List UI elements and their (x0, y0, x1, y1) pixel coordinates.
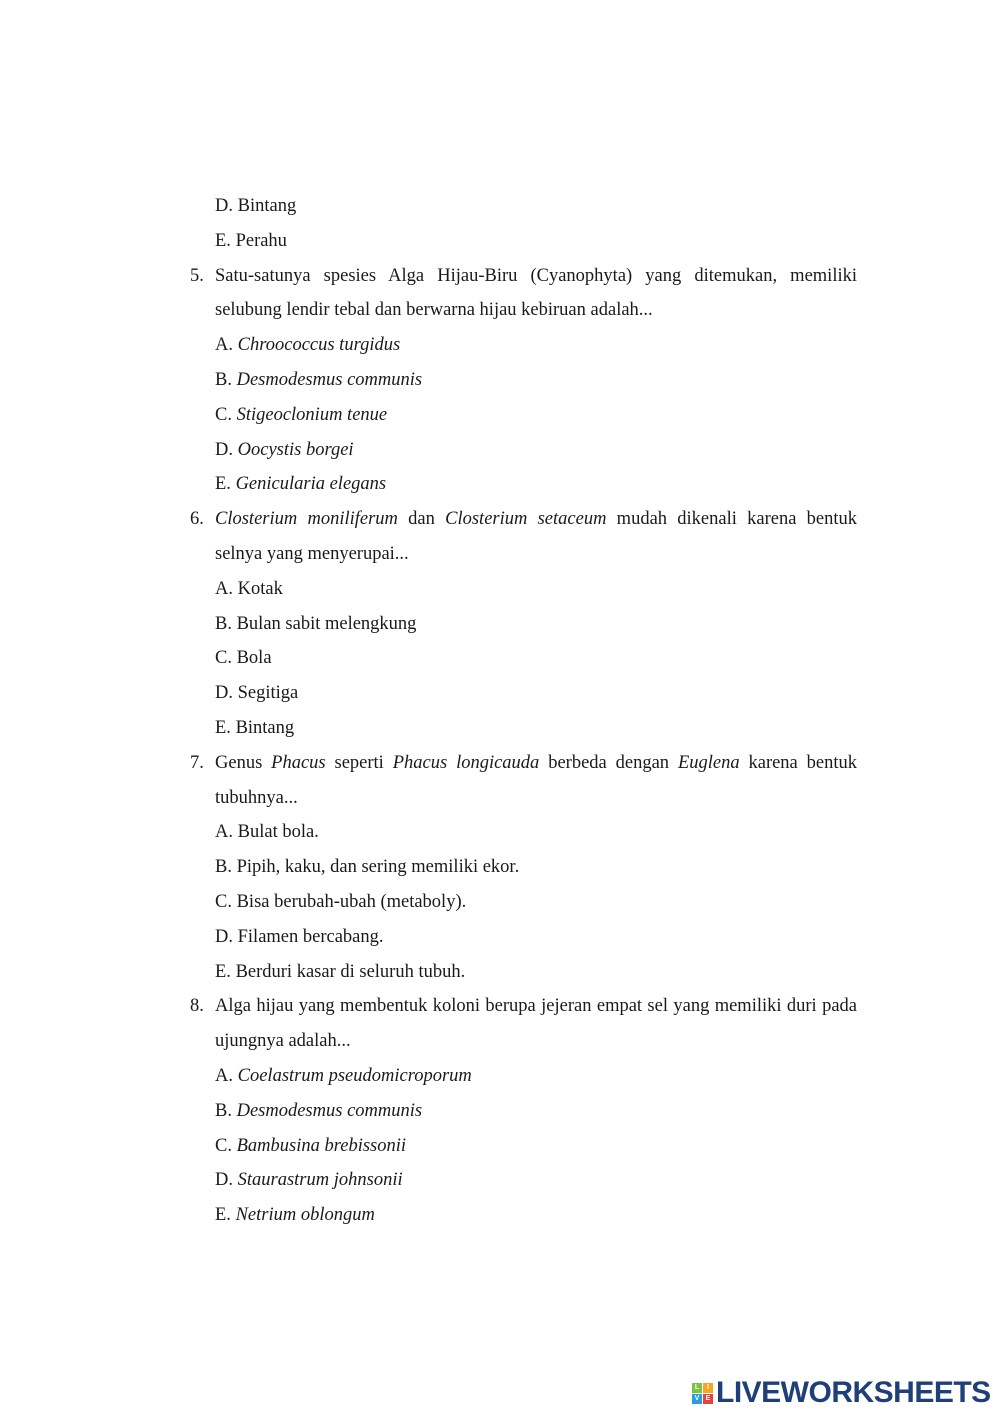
option-text: Stigeoclonium tenue (236, 404, 388, 425)
logo-text: LIVEWORKSHEETS (716, 1376, 991, 1409)
question-text-segment: karena bentuk tubuhnya... (215, 752, 858, 808)
option-letter: A. (215, 578, 233, 599)
answer-option (190, 607, 857, 642)
answer-option (190, 1198, 857, 1233)
option-letter: C. (215, 891, 232, 912)
option-letter: A. (215, 822, 233, 843)
option-letter: D. (215, 1170, 233, 1191)
answer-option (190, 467, 857, 502)
live-badge-icon (692, 1383, 713, 1404)
question-text-segment: Alga hijau yang membentuk koloni berupa jejeran empat sel yang memiliki duri pada ujungnya adalah... (215, 996, 857, 1052)
option-letter: D. (215, 196, 233, 216)
option-text: Staurastrum johnsonii (237, 1170, 403, 1191)
option-text: Perahu (235, 230, 287, 251)
answer-option (190, 1163, 857, 1198)
question-text-segment: mudah dikenali karena bentuk selnya yang menyerupai... (215, 509, 858, 564)
option-text: Bambusina brebissonii (236, 1135, 407, 1156)
question-text-segment: Closterium moniliferum (215, 509, 398, 530)
answer-option (190, 711, 857, 746)
question (190, 502, 857, 572)
option-text: Segitiga (237, 683, 299, 704)
option-letter: D. (215, 439, 233, 460)
option-text: Netrium oblongum (235, 1205, 375, 1226)
option-letter: E. (215, 717, 231, 738)
option-text: Bola (236, 648, 272, 669)
badge-letter: I (703, 1383, 713, 1393)
answer-option (190, 363, 857, 398)
answer-option (190, 224, 857, 259)
question-text (215, 989, 857, 1059)
answer-option (190, 572, 857, 607)
option-letter: E. (215, 961, 231, 982)
question-text (215, 259, 857, 329)
option-letter: D. (215, 683, 233, 704)
question-text-segment: berbeda dengan (539, 752, 678, 773)
option-text: Bintang (237, 196, 297, 216)
answer-option (190, 1094, 857, 1129)
badge-letter: L (692, 1383, 702, 1393)
question-number: 7. (190, 752, 204, 773)
option-letter: B. (215, 613, 232, 634)
question-text-segment: Closterium setaceum (445, 509, 607, 530)
question (190, 989, 857, 1059)
question-number: 8. (190, 996, 204, 1017)
option-letter: E. (215, 474, 231, 495)
option-text: Desmodesmus communis (236, 1100, 423, 1121)
answer-option (190, 815, 857, 850)
option-letter: B. (215, 857, 232, 878)
option-text: Filamen bercabang. (237, 926, 384, 947)
option-text: Bulan sabit melengkung (236, 613, 417, 634)
answer-option (190, 433, 857, 468)
option-text: Genicularia elegans (235, 474, 387, 495)
answer-option (190, 398, 857, 433)
option-text: Kotak (237, 578, 283, 599)
option-text: Coelastrum pseudomicroporum (237, 1065, 472, 1086)
question-text-segment: Phacus longicauda (392, 752, 540, 773)
question-text-segment: Phacus (271, 752, 326, 773)
option-letter: B. (215, 1100, 232, 1121)
badge-letter: V (692, 1394, 702, 1404)
question-text (215, 746, 857, 816)
option-text: Chroococcus turgidus (237, 335, 401, 356)
question-text-segment: Euglena (677, 752, 740, 773)
question-text-segment: dan (397, 509, 446, 530)
option-letter: E. (215, 1205, 231, 1226)
question-text (215, 502, 857, 572)
answer-option (190, 641, 857, 676)
question-number: 6. (190, 509, 204, 530)
question (190, 259, 857, 329)
answer-option (190, 1129, 857, 1164)
question-number: 5. (190, 265, 204, 286)
answer-option (190, 955, 857, 990)
option-letter: A. (215, 1065, 233, 1086)
option-letter: E. (215, 230, 231, 251)
question (190, 746, 857, 816)
option-text: Oocystis borgei (237, 439, 354, 460)
option-text: Pipih, kaku, dan sering memiliki ekor. (236, 857, 520, 878)
option-letter: C. (215, 648, 232, 669)
worksheet-page (190, 189, 857, 1233)
question-text-segment: Satu-satunya spesies Alga Hijau-Biru (Cyanophyta) yang ditemukan, memiliki selubung lendir tebal dan berwarna hijau kebiruan adalah... (215, 265, 857, 321)
option-text: Berduri kasar di seluruh tubuh. (235, 961, 466, 982)
option-text: Bulat bola. (237, 822, 319, 843)
option-letter: A. (215, 335, 233, 356)
answer-option (190, 885, 857, 920)
badge-letter: E (703, 1394, 713, 1404)
answer-option (190, 328, 857, 363)
option-text: Desmodesmus communis (236, 369, 423, 390)
answer-option (190, 676, 857, 711)
answer-option (190, 850, 857, 885)
option-text: Bintang (235, 717, 295, 738)
option-text: Bisa berubah-ubah (metaboly). (236, 891, 467, 912)
question-text-segment: Genus (215, 752, 272, 773)
answer-option (190, 189, 857, 224)
option-letter: C. (215, 1135, 232, 1156)
liveworksheets-logo (692, 1376, 991, 1410)
answer-option (190, 1059, 857, 1094)
option-letter: B. (215, 369, 232, 390)
question-text-segment: seperti (325, 752, 393, 773)
option-letter: D. (215, 926, 233, 947)
answer-option (190, 920, 857, 955)
option-letter: C. (215, 404, 232, 425)
